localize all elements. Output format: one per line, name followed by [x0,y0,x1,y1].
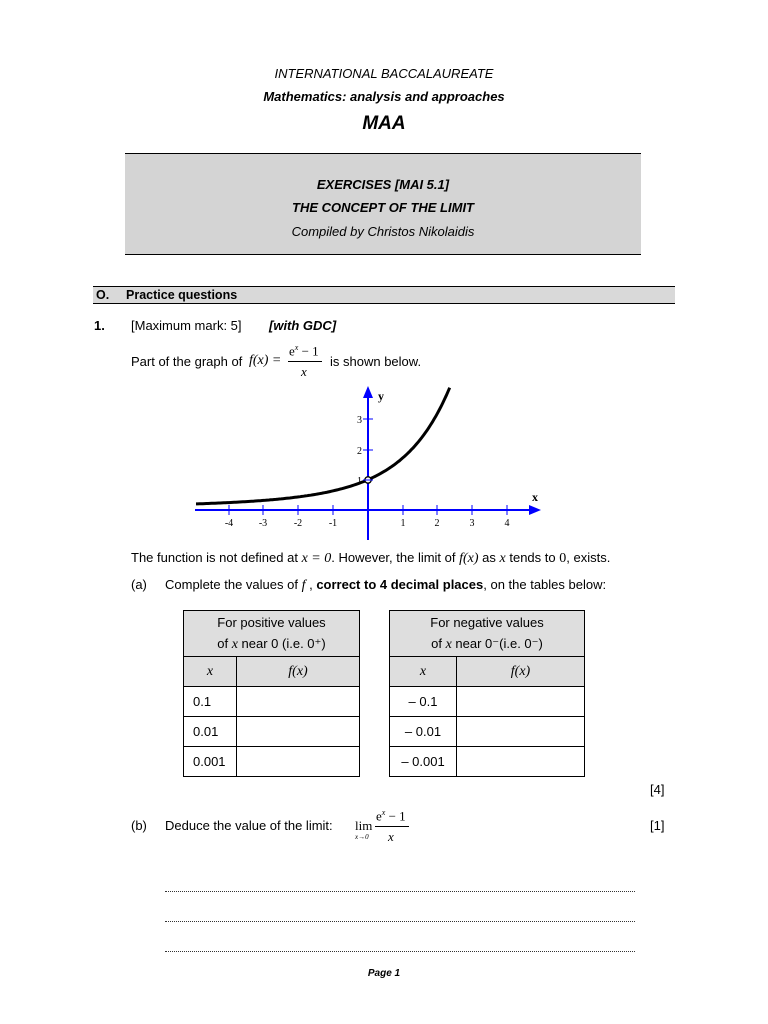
banner-topic: THE CONCEPT OF THE LIMIT [292,200,474,215]
answer-line[interactable] [165,951,635,952]
limit-numerator: $e^x - 1$ [376,808,406,824]
fraction-bar [288,361,322,362]
answer-cell[interactable] [237,747,360,777]
x-tick-label: -4 [224,518,234,529]
answer-cell[interactable] [237,687,360,717]
title-banner [125,153,641,255]
answer-line[interactable] [165,891,635,892]
table-cell-x: – 0.01 [390,717,457,747]
function-graph [185,380,555,545]
y-tick-label: 1 [357,476,362,487]
table-caption: For positive values of x near 0 (i.e. 0⁺) [184,611,360,657]
fraction-denominator: x [301,364,307,379]
fraction-numerator: $e^x - 1$ [289,343,319,359]
limit-fraction-bar [375,826,409,827]
x-tick-label: 4 [504,518,510,529]
table-cell-x: – 0.001 [390,747,457,777]
section-number: O. [96,288,110,302]
answer-cell[interactable] [457,687,585,717]
column-header-x: x [390,657,457,687]
header-code: MAA [362,113,406,134]
intro-after-text: is shown below. [330,354,422,369]
column-header-x: x [184,657,237,687]
table-cell-x: 0.1 [184,687,237,717]
x-tick-label: 2 [434,518,440,529]
y-tick-label: 3 [357,415,362,426]
banner-exercises: EXERCISES [MAI 5.1] [316,177,450,192]
y-axis-label: y [378,389,384,403]
x-axis-label: x [532,490,538,504]
answer-cell[interactable] [237,717,360,747]
intro-text: Part of the graph of [131,354,243,369]
section-title: Practice questions [126,288,238,302]
answer-cell[interactable] [457,747,585,777]
y-tick-label: 2 [357,446,362,457]
lim-operator: lim [355,818,373,833]
x-tick-label: -2 [293,518,303,529]
table-cell-x: 0.01 [184,717,237,747]
column-header-fx: f(x) [457,657,585,687]
limit-denominator: x [388,829,394,844]
table-cell-x: 0.001 [184,747,237,777]
x-tick-label: -1 [328,518,338,529]
part-b-marks: [1] [650,818,665,833]
part-a-text: Complete the values of f , correct to 4 decimal places, on the tables below: [165,577,607,593]
x-tick-label: 1 [400,518,406,529]
table-caption: For negative values of x near 0⁻(i.e. 0⁻) [390,611,585,657]
x-tick-label: 3 [469,518,475,529]
question-number: 1. [94,318,105,333]
positive-values-table [183,610,360,777]
header-org: INTERNATIONAL BACCALAUREATE [274,66,494,81]
page-number: Page 1 [367,968,401,979]
x-axis-arrow-icon [529,505,541,515]
y-axis-arrow-icon [363,386,373,398]
banner-author: Compiled by Christos Nikolaidis [291,224,475,239]
part-b-text: Deduce the value of the limit: [165,818,333,833]
section-heading [93,286,675,304]
column-header-fx: f(x) [237,657,360,687]
part-a-marks: [4] [650,782,665,797]
negative-values-table [389,610,585,777]
question-marks: [Maximum mark: 5] [131,318,242,333]
fx-label: f(x) = [249,353,282,368]
question-gdc: [with GDC] [269,318,337,333]
part-a-label: (a) [131,577,147,592]
answer-line[interactable] [165,921,635,922]
x-tick-label: -3 [258,518,268,529]
statement-line: The function is not defined at x = 0. However, the limit of f(x) as x tends to 0, exists. [131,550,611,566]
lim-subscript: x→0 [355,833,369,841]
table-cell-x: – 0.1 [390,687,457,717]
function-curve [196,388,450,504]
answer-cell[interactable] [457,717,585,747]
part-b-label: (b) [131,818,147,833]
header-subject: Mathematics: analysis and approaches [263,89,505,104]
